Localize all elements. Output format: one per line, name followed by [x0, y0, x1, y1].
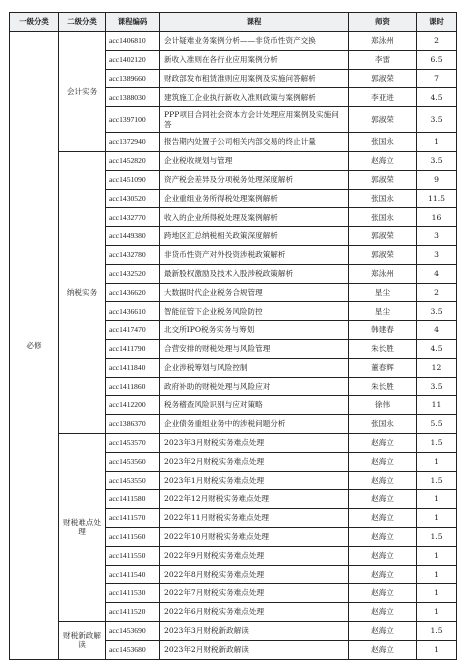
teacher-name: 星尘	[349, 283, 417, 302]
level2-category: 纳税实务	[59, 151, 106, 433]
course-code: acc1411790	[106, 339, 160, 358]
course-catalog	[9, 12, 456, 660]
header-level1: 一级分类	[10, 13, 59, 32]
course-hours: 3.5	[417, 377, 457, 396]
teacher-name: 董春辉	[349, 358, 417, 377]
level2-category: 财税难点处理	[59, 433, 106, 621]
course-code: acc1386370	[106, 415, 160, 434]
teacher-name: 赵海立	[349, 621, 417, 640]
course-hours: 2	[417, 283, 457, 302]
course-hours: 4.5	[417, 339, 457, 358]
level1-category: 必修	[10, 32, 59, 660]
teacher-name: 张国永	[349, 133, 417, 152]
course-code: acc1411530	[106, 584, 160, 603]
teacher-name: 韩建春	[349, 321, 417, 340]
teacher-name: 郭淑荣	[349, 170, 417, 189]
table-row	[10, 151, 457, 170]
header-hours: 课时	[417, 13, 457, 32]
course-hours: 1.5	[417, 433, 457, 452]
teacher-name: 赵海立	[349, 433, 417, 452]
course-code: acc1432520	[106, 264, 160, 283]
course-hours: 1.5	[417, 621, 457, 640]
header-teacher: 师资	[349, 13, 417, 32]
course-hours: 11.5	[417, 189, 457, 208]
course-name: 合营安排的财税处理与风险管理	[160, 339, 349, 358]
course-name: 资产税会差异及分项税务处理深度解析	[160, 170, 349, 189]
course-name: 跨地区汇总纳税相关政策深度解析	[160, 227, 349, 246]
course-code: acc1397100	[106, 107, 160, 133]
course-name: 北交所IPO税务实务与筹划	[160, 321, 349, 340]
header-code: 课程编码	[106, 13, 160, 32]
teacher-name: 郭淑荣	[349, 227, 417, 246]
course-code: acc1411840	[106, 358, 160, 377]
course-code: acc1453550	[106, 471, 160, 490]
course-code: acc1436620	[106, 283, 160, 302]
teacher-name: 赵海立	[349, 527, 417, 546]
course-hours: 1	[417, 546, 457, 565]
course-name: 2023年3月财税实务难点处理	[160, 433, 349, 452]
course-name: 新收入准则在各行业应用案例分析	[160, 50, 349, 69]
course-name: 智能征管下企业税务风险防控	[160, 302, 349, 321]
course-name: 非货币性资产对外投资涉税政策解析	[160, 245, 349, 264]
course-name: 财政部发布租赁准则应用案例及实施问答解析	[160, 69, 349, 88]
course-hours: 7	[417, 69, 457, 88]
level2-category: 财税新政解读	[59, 621, 106, 659]
course-hours: 4	[417, 321, 457, 340]
course-hours: 12	[417, 358, 457, 377]
course-table	[9, 12, 457, 660]
teacher-name: 朱长胜	[349, 339, 417, 358]
course-name: 2023年2月财税新政解读	[160, 640, 349, 659]
teacher-name: 张国永	[349, 208, 417, 227]
course-hours: 1	[417, 133, 457, 152]
table-header-row	[10, 13, 457, 32]
course-code: acc1453690	[106, 621, 160, 640]
course-name: 报告期内处置子公司相关内部交易的终止计量	[160, 133, 349, 152]
header-level2: 二级分类	[59, 13, 106, 32]
course-hours: 1.5	[417, 527, 457, 546]
course-name: 建筑施工企业执行新收入准则政策与案例解析	[160, 88, 349, 107]
course-code: acc1411550	[106, 546, 160, 565]
teacher-name: 郭淑荣	[349, 107, 417, 133]
course-name: 2022年9月财税实务难点处理	[160, 546, 349, 565]
course-name: 2022年11月财税实务难点处理	[160, 509, 349, 528]
teacher-name: 赵海立	[349, 584, 417, 603]
course-hours: 3.5	[417, 151, 457, 170]
course-code: acc1451090	[106, 170, 160, 189]
teacher-name: 郑泳州	[349, 32, 417, 51]
course-code: acc1411860	[106, 377, 160, 396]
course-name: 2023年3月财税新政解读	[160, 621, 349, 640]
course-code: acc1453680	[106, 640, 160, 659]
course-code: acc1411520	[106, 603, 160, 622]
course-code: acc1417470	[106, 321, 160, 340]
course-hours: 1.5	[417, 471, 457, 490]
course-hours: 3.5	[417, 107, 457, 133]
table-row	[10, 32, 457, 51]
course-hours: 1	[417, 509, 457, 528]
course-name: 收入的企业所得税处理及案例解析	[160, 208, 349, 227]
course-hours: 3.5	[417, 302, 457, 321]
course-name: 2022年12月财税实务难点处理	[160, 490, 349, 509]
course-code: acc1430520	[106, 189, 160, 208]
header-course: 课程	[160, 13, 349, 32]
teacher-name: 赵海立	[349, 546, 417, 565]
course-hours: 5.5	[417, 415, 457, 434]
table-row	[10, 621, 457, 640]
teacher-name: 赵海立	[349, 640, 417, 659]
teacher-name: 赵海立	[349, 490, 417, 509]
teacher-name: 郑泳州	[349, 264, 417, 283]
teacher-name: 张国永	[349, 189, 417, 208]
course-code: acc1412200	[106, 396, 160, 415]
course-code: acc1436610	[106, 302, 160, 321]
teacher-name: 星尘	[349, 302, 417, 321]
course-hours: 3	[417, 227, 457, 246]
course-name: 2023年1月财税实务难点处理	[160, 471, 349, 490]
course-code: acc1432780	[106, 245, 160, 264]
teacher-name: 郭淑荣	[349, 245, 417, 264]
teacher-name: 李亚进	[349, 88, 417, 107]
course-hours: 3	[417, 245, 457, 264]
course-name: 企业税收规划与管理	[160, 151, 349, 170]
course-name: 2022年8月财税实务难点处理	[160, 565, 349, 584]
course-code: acc1402120	[106, 50, 160, 69]
course-hours: 11	[417, 396, 457, 415]
course-code: acc1372940	[106, 133, 160, 152]
teacher-name: 徐伟	[349, 396, 417, 415]
teacher-name: 赵海立	[349, 565, 417, 584]
teacher-name: 张国永	[349, 415, 417, 434]
course-code: acc1432770	[106, 208, 160, 227]
course-code: acc1411580	[106, 490, 160, 509]
teacher-name: 赵海立	[349, 509, 417, 528]
course-name: 企业债务重组业务中的涉税问题分析	[160, 415, 349, 434]
course-code: acc1453560	[106, 452, 160, 471]
course-hours: 1	[417, 452, 457, 471]
teacher-name: 郭淑荣	[349, 69, 417, 88]
course-name: 会计疑难业务案例分析——非货币性资产交换	[160, 32, 349, 51]
course-name: 最新股权激励及技术入股涉税政策解析	[160, 264, 349, 283]
course-code: acc1453570	[106, 433, 160, 452]
course-hours: 1	[417, 490, 457, 509]
course-hours: 4	[417, 264, 457, 283]
course-name: 企业涉税筹划与风险控制	[160, 358, 349, 377]
teacher-name: 李雷	[349, 50, 417, 69]
course-hours: 9	[417, 170, 457, 189]
course-hours: 4.5	[417, 88, 457, 107]
course-name: 政府补助的财税处理与风险应对	[160, 377, 349, 396]
table-row	[10, 433, 457, 452]
course-code: acc1388030	[106, 88, 160, 107]
teacher-name: 赵海立	[349, 151, 417, 170]
course-code: acc1411560	[106, 527, 160, 546]
course-hours: 1	[417, 565, 457, 584]
level2-category: 会计实务	[59, 32, 106, 152]
course-hours: 1	[417, 603, 457, 622]
course-name: 2023年2月财税实务难点处理	[160, 452, 349, 471]
course-hours: 2	[417, 32, 457, 51]
course-code: acc1449380	[106, 227, 160, 246]
course-code: acc1389660	[106, 69, 160, 88]
teacher-name: 赵海立	[349, 471, 417, 490]
course-name: 大数据时代企业税务合规管理	[160, 283, 349, 302]
course-name: 2022年6月财税实务难点处理	[160, 603, 349, 622]
course-name: 税务稽查风险识别与应对策略	[160, 396, 349, 415]
course-name: 2022年10月财税实务难点处理	[160, 527, 349, 546]
teacher-name: 赵海立	[349, 452, 417, 471]
course-hours: 6.5	[417, 50, 457, 69]
course-code: acc1452820	[106, 151, 160, 170]
course-hours: 1	[417, 640, 457, 659]
course-name: 企业重组业务所得税处理案例解析	[160, 189, 349, 208]
course-name: 2022年7月财税实务难点处理	[160, 584, 349, 603]
course-code: acc1406810	[106, 32, 160, 51]
course-name: PPP项目合同社会资本方会计处理应用案例及实施问答	[160, 107, 349, 133]
teacher-name: 朱长胜	[349, 377, 417, 396]
course-code: acc1411540	[106, 565, 160, 584]
course-hours: 1	[417, 584, 457, 603]
teacher-name: 赵海立	[349, 603, 417, 622]
course-code: acc1411570	[106, 509, 160, 528]
table-body	[10, 32, 457, 660]
course-hours: 16	[417, 208, 457, 227]
